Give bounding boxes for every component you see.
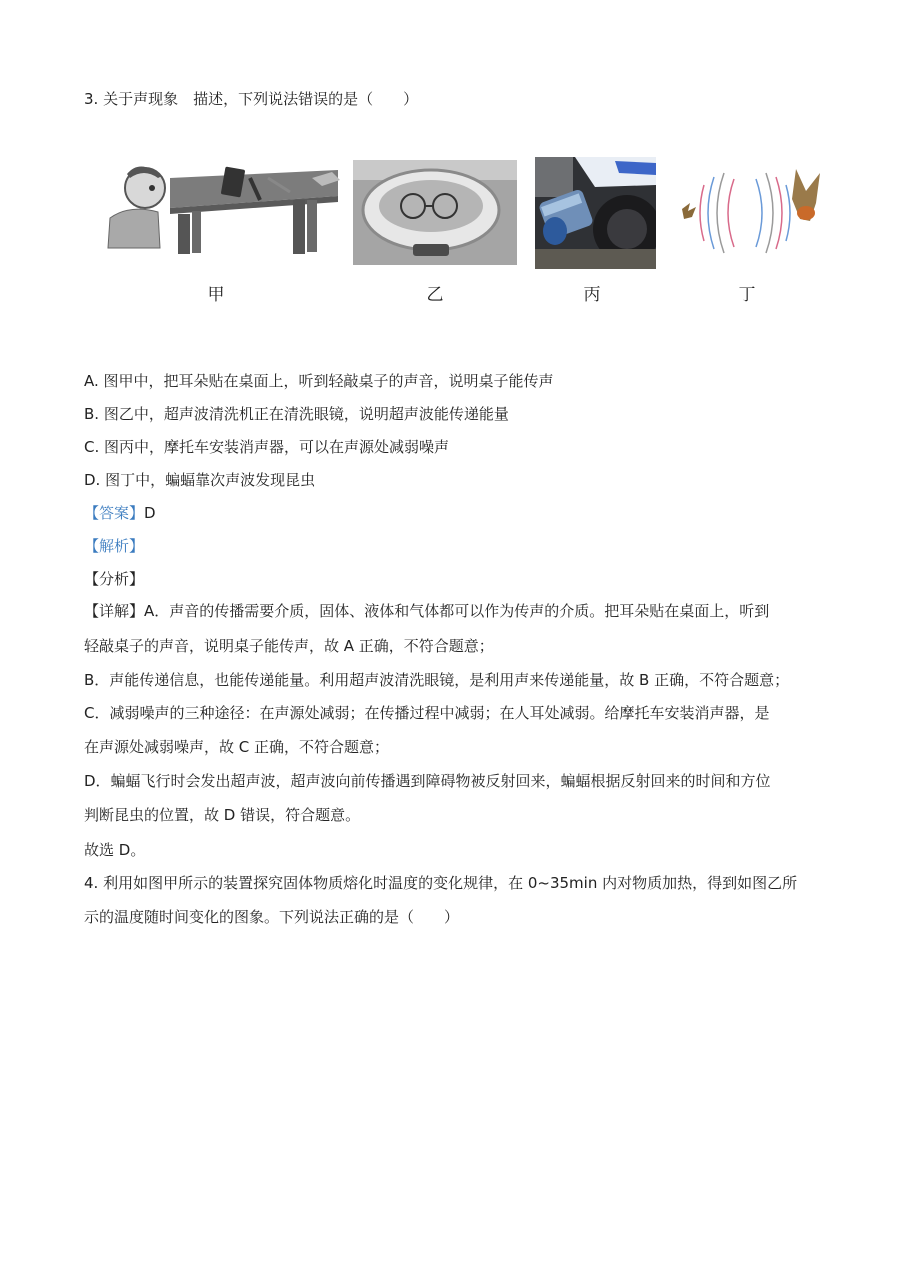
answer-value: D	[144, 504, 156, 522]
q4-line-2: 示的温度随时间变化的图象。下列说法正确的是（ ）	[84, 908, 460, 926]
detail-line: B．声能传递信息，也能传递能量。利用超声波清洗眼镜，是利用声来传递能量，故 B 正确，不符合题意；	[84, 671, 790, 689]
figure-jia-table	[100, 156, 345, 256]
fenxi-label: 【分析】	[84, 570, 145, 588]
detail-line: C．减弱噪声的三种途径：在声源处减弱；在传播过程中减弱；在人耳处减弱。给摩托车安装消声器，是	[84, 704, 770, 722]
detail-line: 【详解】A．声音的传播需要介质，固体、液体和气体都可以作为传声的介质。把耳朵贴在桌面上，听到	[84, 602, 770, 620]
figure-bing-motorcycle-muffler	[535, 157, 656, 269]
q3-title: 3. 关于声现象 描述，下列说法错误的是（ ）	[84, 90, 419, 108]
answer-line	[84, 503, 156, 523]
detail-line: 在声源处减弱噪声，故 C 正确，不符合题意；	[84, 738, 390, 756]
option-b: B. 图乙中，超声波清洗机正在清洗眼镜，说明超声波能传递能量	[84, 405, 509, 423]
caption-jia: 甲	[207, 285, 225, 305]
q4-line-1: 4. 利用如图甲所示的装置探究固体物质熔化时温度的变化规律，在 0~35min 内对物质加热，得到如图乙所	[84, 874, 798, 892]
detail-line: 轻敲桌子的声音，说明桌子能传声，故 A 正确，不符合题意；	[84, 637, 494, 655]
figure-ding-bat-echolocation	[674, 163, 824, 263]
detail-line: D．蝙蝠飞行时会发出超声波，超声波向前传播遇到障碍物被反射回来，蝙蝠根据反射回来的时间和方位	[84, 772, 771, 790]
option-a: A. 图甲中，把耳朵贴在桌面上，听到轻敲桌子的声音，说明桌子能传声	[84, 372, 554, 390]
caption-yi: 乙	[426, 285, 444, 305]
caption-ding: 丁	[738, 285, 756, 305]
detail-line: 判断昆虫的位置，故 D 错误，符合题意。	[84, 806, 361, 824]
option-d: D. 图丁中，蝙蝠靠次声波发现昆虫	[84, 471, 316, 489]
figure-yi-ultrasonic-cleaner	[353, 160, 517, 265]
caption-bing: 丙	[583, 285, 601, 305]
option-c: C. 图丙中，摩托车安装消声器，可以在声源处减弱噪声	[84, 438, 450, 456]
detail-line: 故选 D。	[84, 841, 146, 859]
analysis-label: 【解析】	[84, 537, 145, 555]
answer-label: 【答案】	[84, 504, 145, 522]
